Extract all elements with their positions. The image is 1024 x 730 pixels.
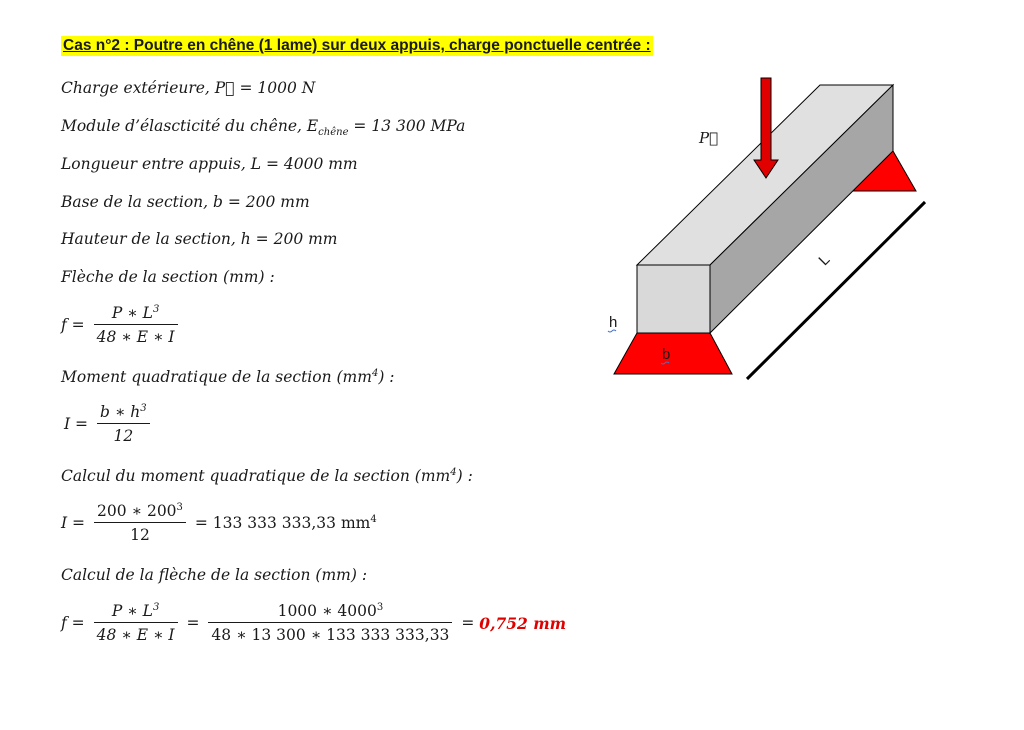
formula-calc-moment-numerator [94,502,186,523]
formula-calc-moment-num-base: 200 ∗ 200 [96,502,177,521]
formula-moment [64,403,154,445]
formula-calc-moment-fraction [94,502,186,544]
module-value: = 13 300 MPa [348,117,466,135]
formula-calc-fleche-eq2: = [461,614,475,633]
front-support [614,333,732,374]
formula-moment-num-base: b ∗ h [99,403,141,422]
page-title: Cas n°2 : Poutre en chêne (1 lame) sur deux appuis, charge ponctuelle centrée : [63,37,651,54]
module-label: Module d’élascticité du chêne, E [61,117,319,135]
formula-fleche-num-base: P ∗ L [111,304,153,323]
load-arrow [754,78,778,178]
length-label: L [815,251,834,270]
formula-calc-fleche-sym-numerator [94,602,178,623]
moment-title-end: ) : [378,368,395,387]
hauteur-line: Hauteur de la section, h = 200 mm [61,230,338,248]
formula-fleche-num-exp: 3 [152,304,160,315]
formula-calc-moment-result-value: = 133 333 333,33 mm [194,514,371,533]
fleche-title: Flèche de la section (mm) : [61,268,275,286]
formula-fleche-fraction [94,304,178,346]
formula-moment-denominator: 12 [113,427,134,446]
formula-fleche-denominator: 48 ∗ E ∗ I [96,328,175,347]
formula-calc-fleche-sym-denominator: 48 ∗ E ∗ I [96,626,175,645]
formula-calc-fleche-sym-num-base: P ∗ L [111,602,153,621]
calc-moment-title-start: Calcul du moment quadratique de la section (mm [61,467,451,486]
module-subscript: chêne [318,127,349,139]
formula-calc-fleche-num-denominator: 48 ∗ 13 300 ∗ 133 333 333,33 [211,626,450,645]
formula-calc-moment-lhs: I = [61,514,86,533]
charge-line: Charge extérieure, P⃗ = 1000 N [61,79,316,97]
formula-calc-moment-denominator: 12 [130,526,150,545]
beam-diagram [600,70,930,390]
base-line: Base de la section, b = 200 mm [61,193,310,211]
formula-calc-moment-result [195,514,377,532]
module-line [61,117,465,138]
longueur-line: Longueur entre appuis, L = 4000 mm [61,155,358,173]
height-label: h [609,314,618,331]
calc-fleche-title: Calcul de la flèche de la section (mm) : [61,566,368,584]
calc-moment-title-exp: 4 [450,467,457,478]
formula-fleche-numerator [94,304,178,325]
moment-title [61,368,395,386]
formula-calc-fleche-lhs: f = [61,614,85,633]
beam-front-face [637,265,710,333]
formula-moment-numerator [97,403,150,424]
formula-fleche-lhs: f = [61,316,85,335]
calc-moment-title [61,467,473,485]
load-label: P⃗ [699,129,719,147]
formula-calc-fleche-num-exp: 3 [376,602,384,613]
moment-title-exp: 4 [371,368,379,379]
formula-calc-moment [61,502,377,544]
formula-calc-fleche-num-base: 1000 ∗ 4000 [277,602,377,621]
moment-title-start: Moment quadratique de la section (mm [61,368,372,387]
formula-fleche [61,304,182,346]
formula-calc-fleche-result: 0,752 mm [479,613,567,633]
formula-moment-lhs: I = [64,415,89,434]
formula-calc-moment-result-exp: 4 [370,514,377,525]
calc-moment-title-end: ) : [456,467,473,486]
formula-calc-fleche-fraction-symbolic [94,602,178,644]
base-label: b [662,346,671,363]
formula-moment-fraction [97,403,150,445]
formula-calc-fleche-sym-num-exp: 3 [152,602,160,613]
formula-calc-moment-num-exp: 3 [176,502,183,513]
formula-calc-fleche-fraction-numeric [208,602,452,644]
formula-calc-fleche-eq1: = [186,614,200,633]
formula-calc-fleche-num-numerator [208,602,452,623]
formula-calc-fleche [61,602,566,644]
formula-moment-num-exp: 3 [140,403,147,414]
